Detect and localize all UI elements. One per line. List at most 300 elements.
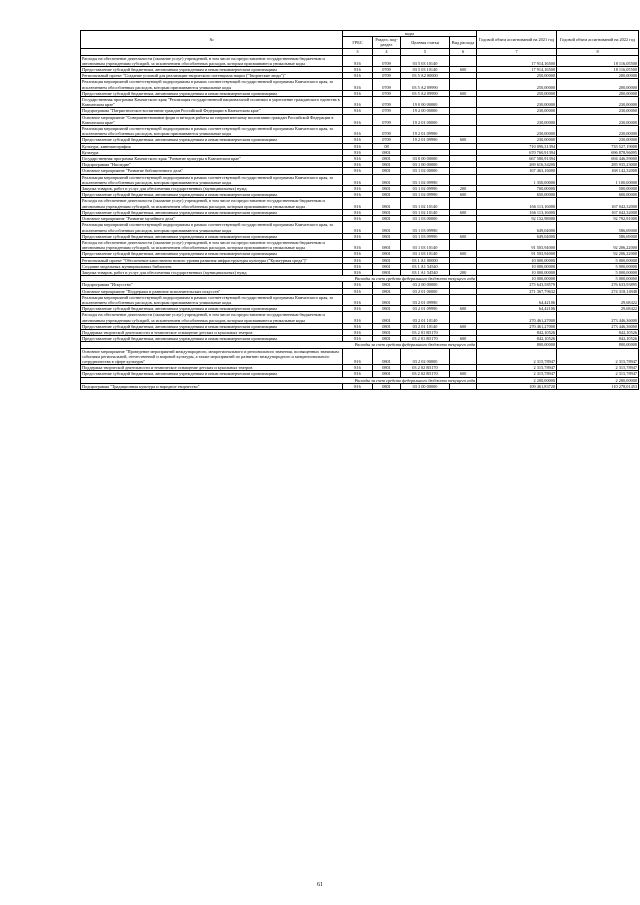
name-cell: Основное мероприятие "Проведение мероприятий международного, межрегионального и регионального значения, посвященных значимым событиям региональной, отечественной и мировой культуры, а также мероприятий по развитию международного и межрегионального сотрудничества в сфере культуры" <box>81 348 343 365</box>
razdel-cell: 0801 <box>373 222 401 233</box>
target-article-cell: 03 5 A2 00000 <box>401 73 450 79</box>
razdel-cell: 0801 <box>373 263 401 269</box>
name-cell: Предоставление субсидий бюджетным, автономным учреждениям и иным некоммерческим организациям <box>81 233 343 239</box>
note-cell: Расходы за счет средств федерального бюджета текущего года <box>81 276 477 282</box>
target-article-cell: 03 5 A2 09990 <box>401 79 450 90</box>
name-cell: Предоставление субсидий бюджетным, автономным учреждениям и иным некоммерческим организациям <box>81 209 343 215</box>
grbs-cell: 816 <box>343 73 373 79</box>
grbs-cell: 816 <box>343 216 373 222</box>
amount-2021-cell: 2 315,78947 <box>477 365 557 371</box>
name-cell: Поддержка творческой деятельности и техническое оснащение детских и кукольных театров <box>81 365 343 371</box>
grbs-cell: 816 <box>343 312 373 323</box>
name-cell: Государственная программа Камчатского края "Развитие культуры в Камчатском крае" <box>81 156 343 162</box>
index-cell: 7 <box>477 48 557 55</box>
razdel-cell: 0801 <box>373 174 401 185</box>
target-article-cell: 03 3 00 00000 <box>401 383 450 389</box>
expense-type-cell: 600 <box>450 90 477 96</box>
razdel-cell: 0801 <box>373 306 401 312</box>
grbs-cell: 816 <box>343 174 373 185</box>
expense-type-cell <box>450 174 477 185</box>
amount-2022-cell: 200,00000 <box>557 79 639 90</box>
expense-type-cell: 600 <box>450 233 477 239</box>
razdel-cell: 0801 <box>373 198 401 209</box>
name-cell: Предоставление субсидий бюджетным, автономным учреждениям и иным некоммерческим организациям <box>81 306 343 312</box>
target-article-cell: 03 1 A1 00000 <box>401 257 450 263</box>
grbs-cell: 816 <box>343 137 373 143</box>
amount-2021-cell: 269 616,34200 <box>477 162 557 168</box>
table-row <box>81 251 639 257</box>
amount-2021-cell: 17 914,16500 <box>477 67 557 73</box>
grbs-cell: 816 <box>343 55 373 66</box>
razdel-cell: 0709 <box>373 73 401 79</box>
grbs-cell: 816 <box>343 306 373 312</box>
amount-2021-cell: 91 503,94000 <box>477 251 557 257</box>
table-row <box>81 383 639 389</box>
grbs-cell: 816 <box>343 282 373 288</box>
target-article-cell: 03 1 02 09990 <box>401 186 450 192</box>
grbs-cell: 816 <box>343 149 373 155</box>
grbs-cell: 816 <box>343 294 373 305</box>
razdel-cell: 0801 <box>373 269 401 275</box>
expense-type-cell: 600 <box>450 251 477 257</box>
amount-2021-cell: 670 760,91394 <box>477 149 557 155</box>
amount-2022-cell: 586,69000 <box>557 222 639 233</box>
razdel-cell: 0801 <box>373 251 401 257</box>
razdel-cell: 0801 <box>373 156 401 162</box>
index-cell: . <box>81 48 343 55</box>
name-cell: Основное мероприятие "Развитие музейного дела" <box>81 216 343 222</box>
target-article-cell: 03 1 02 09990 <box>401 192 450 198</box>
grbs-cell: 816 <box>343 143 373 149</box>
table-row <box>81 90 639 96</box>
name-cell: Подпрограмма "Наследие" <box>81 162 343 168</box>
grbs-cell: 816 <box>343 239 373 250</box>
amount-2021-cell: 667 580,91394 <box>477 156 557 162</box>
razdel-cell: 0801 <box>373 365 401 371</box>
grbs-cell: 816 <box>343 263 373 269</box>
index-row <box>81 48 639 55</box>
amount-2022-cell: 842,10526 <box>557 336 639 342</box>
name-cell: Основное мероприятие "Поддержка и развитие исполнительских искусств" <box>81 288 343 294</box>
target-article-cell: 03 2 01 R5170 <box>401 329 450 335</box>
name-cell: Реализация мероприятий соответствующей подпрограммы в рамках соответствующей государственной программы Камчатского края, за исключением обособленных расходов, которым присваиваются уникальные коды <box>81 222 343 233</box>
amount-2022-cell: 842,10526 <box>557 329 639 335</box>
expense-type-cell: 600 <box>450 336 477 342</box>
razdel-cell: 0801 <box>373 168 401 174</box>
amount-2021-cell: 166 113,16000 <box>477 198 557 209</box>
amount-2021-cell: 230,00000 <box>477 114 557 125</box>
grbs-cell: 816 <box>343 67 373 73</box>
name-cell: Расходы на обеспечение деятельности (оказание услуг) учреждений, в том числе на предоставление государственным бюджетным и автономным учреждениям субсидий, за исключением обособленных расходов, которым присваиваются уникальные коды <box>81 55 343 66</box>
amount-2021-cell: 842,10526 <box>477 329 557 335</box>
table-row <box>81 306 639 312</box>
table-row <box>81 222 639 233</box>
amount-2021-cell: 109 461,83720 <box>477 383 557 389</box>
name-cell: Основное мероприятие "Развитие библиотечного дела" <box>81 168 343 174</box>
amount-2022-cell: 500,00000 <box>557 186 639 192</box>
grbs-cell: 816 <box>343 209 373 215</box>
table-row <box>81 137 639 143</box>
grbs-cell: 816 <box>343 156 373 162</box>
table-row <box>81 348 639 365</box>
razdel-cell: 0801 <box>373 149 401 155</box>
table-row <box>81 323 639 329</box>
razdel-cell: 0801 <box>373 383 401 389</box>
target-article-cell: 03 2 02 R5170 <box>401 365 450 371</box>
name-cell: Закупка товаров, работ и услуг для обеспечения государственных (муниципальных) нужд <box>81 186 343 192</box>
amount-2022-cell: 92 792,91000 <box>557 216 639 222</box>
target-article-cell: 03 5 A2 09990 <box>401 90 450 96</box>
amount-2021-cell: 250,00000 <box>477 73 557 79</box>
amount-2021-cell: 230,00000 <box>477 126 557 137</box>
header-razdel: Раздел, под-раздел <box>373 37 401 48</box>
target-article-cell: 19 2 01 09990 <box>401 126 450 137</box>
amount-2021-cell: 271 367,79632 <box>477 288 557 294</box>
expense-type-cell <box>450 126 477 137</box>
grbs-cell: 816 <box>343 371 373 377</box>
razdel-cell: 0801 <box>373 288 401 294</box>
razdel-cell: 0801 <box>373 192 401 198</box>
table-row <box>81 198 639 209</box>
amount-2021-cell: 650,00000 <box>477 192 557 198</box>
grbs-cell: 816 <box>343 336 373 342</box>
header-year-2022: Годовой объем ассигнований на 2022 год <box>557 31 639 49</box>
expense-type-cell: 600 <box>450 323 477 329</box>
razdel-cell: 0709 <box>373 137 401 143</box>
name-cell: Предоставление субсидий бюджетным, автономным учреждениям и иным некоммерческим организациям <box>81 323 343 329</box>
grbs-cell: 816 <box>343 251 373 257</box>
razdel-cell: 0709 <box>373 79 401 90</box>
grbs-cell: 816 <box>343 269 373 275</box>
amount-2021-cell: 250,00000 <box>477 90 557 96</box>
amount-2022-cell: 92 206,22000 <box>557 239 639 250</box>
grbs-cell: 816 <box>343 323 373 329</box>
grbs-cell: 816 <box>343 288 373 294</box>
index-cell: 8 <box>557 48 639 55</box>
table-row <box>81 186 639 192</box>
target-article-cell: 03 1 03 09990 <box>401 233 450 239</box>
name-cell: Предоставление субсидий бюджетным, автономным учреждениям и иным некоммерческим организациям <box>81 251 343 257</box>
header-target-article: Целевая статья <box>401 37 450 48</box>
target-article-cell: 03 2 01 09990 <box>401 294 450 305</box>
amount-2021-cell: 250,00000 <box>477 79 557 90</box>
razdel-cell: 0801 <box>373 239 401 250</box>
razdel-cell: 0709 <box>373 114 401 125</box>
expense-type-cell <box>450 97 477 108</box>
amount-2022-cell: 167 042,32000 <box>557 209 639 215</box>
amount-2022-cell: 273 446,36000 <box>557 312 639 323</box>
amount-2021-cell: 64,42106 <box>477 306 557 312</box>
target-article-cell: 19 0 00 00000 <box>401 97 450 108</box>
amount-2021-cell: 710 096,31394 <box>477 143 557 149</box>
razdel-cell: 0801 <box>373 282 401 288</box>
target-article-cell: 03 1 03 09990 <box>401 222 450 233</box>
budget-table <box>80 30 639 390</box>
expense-type-cell <box>450 79 477 90</box>
name-cell: Реализация мероприятий соответствующей подпрограммы в рамках соответствующей государственной программы Камчатского края, за исключением обособленных расходов, которым присваиваются уникальные коды <box>81 126 343 137</box>
target-article-cell: 03 1 03 10140 <box>401 251 450 257</box>
table-row <box>81 257 639 263</box>
expense-type-cell <box>450 348 477 365</box>
name-cell: Подпрограмма "Традиционная культура и народное творчество" <box>81 383 343 389</box>
expense-type-cell <box>450 198 477 209</box>
amount-2022-cell: 230,00000 <box>557 97 639 108</box>
header-codes: коды <box>343 31 477 37</box>
amount-2022-cell: 168 142,32000 <box>557 168 639 174</box>
table-row <box>81 156 639 162</box>
table-row <box>81 108 639 114</box>
amount-2022-cell: 274 318,14948 <box>557 288 639 294</box>
grbs-cell: 816 <box>343 97 373 108</box>
grbs-cell: 816 <box>343 192 373 198</box>
amount-2022-cell: 230,00000 <box>557 137 639 143</box>
amount-2022-cell: 230,00000 <box>557 114 639 125</box>
amount-2021-cell: 17 914,16500 <box>477 55 557 66</box>
header-year-2021: Годовой объем ассигнований на 2021 год <box>477 31 557 49</box>
note-cell: Расходы за счет средств федерального бюджета текущего года <box>81 377 477 383</box>
razdel-cell: 0801 <box>373 323 401 329</box>
razdel-cell: 0801 <box>373 233 401 239</box>
table-row <box>81 73 639 79</box>
amount-2021-cell: 167 463,16000 <box>477 168 557 174</box>
amount-2021-cell: 842,10526 <box>477 336 557 342</box>
amount-2021-cell: 91 503,94000 <box>477 239 557 250</box>
grbs-cell: 816 <box>343 222 373 233</box>
table-row <box>81 192 639 198</box>
expense-type-cell: 600 <box>450 209 477 215</box>
razdel-cell: 0801 <box>373 312 401 323</box>
amount-2021-cell: 10 000,00000 <box>477 276 557 282</box>
name-cell: Предоставление субсидий бюджетным, автономным учреждениям и иным некоммерческим организациям <box>81 336 343 342</box>
amount-2021-cell: 270 461,27000 <box>477 312 557 323</box>
name-cell: Основное мероприятие "Совершенствование форм и методов работы по патриотическому воспитанию граждан Российской Федерации в Камчатском крае" <box>81 114 343 125</box>
name-cell: Культура, кинематография <box>81 143 343 149</box>
index-cell: 3 <box>343 48 373 55</box>
name-cell: Расходы на обеспечение деятельности (оказание услуг) учреждений, в том числе на предоставление государственным бюджетным и автономным учреждениям субсидий, за исключением обособленных расходов, которым присваиваются уникальные коды <box>81 239 343 250</box>
index-cell: 4 <box>373 48 401 55</box>
table-row <box>81 263 639 269</box>
table-row <box>81 233 639 239</box>
index-cell: 6 <box>450 48 477 55</box>
target-article-cell: 03 0 00 00000 <box>401 156 450 162</box>
amount-2021-cell: 649,04000 <box>477 222 557 233</box>
name-cell: Закупка товаров, работ и услуг для обеспечения государственных (муниципальных) нужд <box>81 269 343 275</box>
grbs-cell: 816 <box>343 168 373 174</box>
amount-2022-cell: 2 200,00000 <box>557 377 639 383</box>
grbs-cell: 816 <box>343 108 373 114</box>
amount-2022-cell: 273 446,36000 <box>557 323 639 329</box>
amount-2022-cell: 200,00000 <box>557 73 639 79</box>
name-cell: Подпрограмма "Искусство" <box>81 282 343 288</box>
target-article-cell: 03 2 00 00000 <box>401 282 450 288</box>
target-article-cell: 03 2 01 10140 <box>401 312 450 323</box>
razdel-cell: 0709 <box>373 97 401 108</box>
razdel-cell: 0709 <box>373 67 401 73</box>
header-grbs: ГРБС <box>343 37 373 48</box>
amount-2021-cell: 230,00000 <box>477 97 557 108</box>
target-article-cell: 03 2 02 R5170 <box>401 371 450 377</box>
expense-type-cell: 600 <box>450 137 477 143</box>
table-row <box>81 114 639 125</box>
table-row <box>81 174 639 185</box>
expense-type-cell: 600 <box>450 67 477 73</box>
amount-2021-cell: 649,04000 <box>477 233 557 239</box>
amount-2022-cell: 167 042,32000 <box>557 198 639 209</box>
target-article-cell: 03 2 02 00000 <box>401 348 450 365</box>
target-article-cell: 03 1 A1 54540 <box>401 263 450 269</box>
amount-2021-cell: 1 350,00000 <box>477 174 557 185</box>
amount-2022-cell: 18 116,05500 <box>557 67 639 73</box>
razdel-cell: 0709 <box>373 126 401 137</box>
razdel-cell: 0709 <box>373 55 401 66</box>
amount-2022-cell: 29,68422 <box>557 294 639 305</box>
amount-2022-cell: 2 315,78947 <box>557 348 639 365</box>
expense-type-cell: 600 <box>450 306 477 312</box>
target-article-cell: 03 2 01 R5170 <box>401 336 450 342</box>
amount-2022-cell: 735 527,19000 <box>557 143 639 149</box>
note-cell: Расходы за счет средств федерального бюджета текущего года <box>81 342 477 348</box>
amount-2021-cell: 10 000,00000 <box>477 269 557 275</box>
target-article-cell: 03 5 03 10140 <box>401 67 450 73</box>
target-article-cell: 03 1 02 00000 <box>401 168 450 174</box>
amount-2021-cell: 2 315,78947 <box>477 371 557 377</box>
table-row <box>81 168 639 174</box>
table-row <box>81 336 639 342</box>
amount-2022-cell: 18 116,05500 <box>557 55 639 66</box>
expense-type-cell <box>450 114 477 125</box>
grbs-cell: 816 <box>343 79 373 90</box>
amount-2021-cell: 64,42106 <box>477 294 557 305</box>
table-row <box>81 97 639 108</box>
amount-2022-cell: 2 315,78947 <box>557 371 639 377</box>
name-cell: Предоставление субсидий бюджетным, автономным учреждениям и иным некоммерческим организациям <box>81 90 343 96</box>
amount-2022-cell: 1 100,00000 <box>557 174 639 185</box>
expense-type-cell <box>450 222 477 233</box>
grbs-cell: 816 <box>343 114 373 125</box>
razdel-cell: 0801 <box>373 162 401 168</box>
amount-2021-cell: 800,00000 <box>477 342 557 348</box>
amount-2022-cell: 5 000,00000 <box>557 263 639 269</box>
name-cell: Предоставление субсидий бюджетным, автономным учреждениям и иным некоммерческим организациям <box>81 137 343 143</box>
expense-type-cell: 200 <box>450 269 477 275</box>
razdel-cell: 0801 <box>373 336 401 342</box>
amount-2021-cell: 275 643,58579 <box>477 282 557 288</box>
razdel-cell: 0801 <box>373 186 401 192</box>
table-row <box>81 79 639 90</box>
table-row <box>81 209 639 215</box>
grbs-cell: 816 <box>343 186 373 192</box>
name-cell: Реализация мероприятий соответствующей подпрограммы в рамках соответствующей государственной программы Камчатского края, за исключением обособленных расходов, которым присваиваются уникальные коды <box>81 294 343 305</box>
table-row <box>81 365 639 371</box>
razdel-cell: 0801 <box>373 294 401 305</box>
header-number: № <box>81 31 343 49</box>
target-article-cell: 03 1 02 10140 <box>401 198 450 209</box>
table-row <box>81 239 639 250</box>
amount-2022-cell: 276 633,93895 <box>557 282 639 288</box>
page-number: 61 <box>317 882 323 888</box>
target-article-cell: 03 1 03 00000 <box>401 216 450 222</box>
amount-2022-cell: 230,00000 <box>557 126 639 137</box>
grbs-cell: 816 <box>343 348 373 365</box>
amount-2021-cell: 10 000,00000 <box>477 263 557 269</box>
target-article-cell: 03 2 01 10140 <box>401 323 450 329</box>
razdel-cell: 0801 <box>373 216 401 222</box>
target-article-cell: 03 1 A1 54540 <box>401 269 450 275</box>
grbs-cell: 816 <box>343 198 373 209</box>
razdel-cell: 0801 <box>373 257 401 263</box>
target-article-cell: 19 2 01 00000 <box>401 114 450 125</box>
grbs-cell: 816 <box>343 162 373 168</box>
table-row <box>81 294 639 305</box>
expense-type-cell: 600 <box>450 371 477 377</box>
name-cell: Реализация мероприятий соответствующей подпрограммы в рамках соответствующей государственной программы Камчатского края, за исключением обособленных расходов, которым присваиваются уникальные коды <box>81 79 343 90</box>
grbs-cell: 816 <box>343 257 373 263</box>
amount-2021-cell: 2 315,78947 <box>477 348 557 365</box>
amount-2021-cell: 230,00000 <box>477 137 557 143</box>
amount-2021-cell: 92 152,98000 <box>477 216 557 222</box>
razdel-cell: 0801 <box>373 329 401 335</box>
amount-2021-cell: 270 461,27000 <box>477 323 557 329</box>
table-row <box>81 67 639 73</box>
amount-2022-cell: 696 878,96095 <box>557 149 639 155</box>
table-row <box>81 126 639 137</box>
expense-type-cell <box>450 312 477 323</box>
amount-2022-cell: 5 000,00000 <box>557 276 639 282</box>
amount-2022-cell: 110 278,01453 <box>557 383 639 389</box>
grbs-cell: 816 <box>343 329 373 335</box>
razdel-cell: 0709 <box>373 108 401 114</box>
razdel-cell: 0709 <box>373 90 401 96</box>
name-cell: Расходы на обеспечение деятельности (оказание услуг) учреждений, в том числе на предоставление государственным бюджетным и автономным учреждениям субсидий, за исключением обособленных расходов, которым присваиваются уникальные коды <box>81 312 343 323</box>
amount-2021-cell: 166 113,16000 <box>477 209 557 215</box>
name-cell: Расходы на обеспечение деятельности (оказание услуг) учреждений, в том числе на предоставление государственным бюджетным и автономным учреждениям субсидий, за исключением обособленных расходов, которым присваиваются уникальные коды <box>81 198 343 209</box>
name-cell: Поддержка творческой деятельности и техническое оснащение детских и кукольных театров <box>81 329 343 335</box>
expense-type-cell <box>450 239 477 250</box>
target-article-cell: 03 1 03 10140 <box>401 239 450 250</box>
grbs-cell: 816 <box>343 90 373 96</box>
table-row <box>81 329 639 335</box>
razdel-cell: 08 <box>373 143 401 149</box>
name-cell: Государственная программа Камчатского края "Реализация государственной национальной политики и укрепление гражданского единства в Камчатском крае" <box>81 97 343 108</box>
expense-type-cell <box>450 55 477 66</box>
grbs-cell: 816 <box>343 126 373 137</box>
expense-type-cell <box>450 294 477 305</box>
target-article-cell: 03 1 02 10140 <box>401 209 450 215</box>
table-row <box>81 371 639 377</box>
amount-2022-cell: 29,68422 <box>557 306 639 312</box>
table-row <box>81 312 639 323</box>
razdel-cell: 0801 <box>373 371 401 377</box>
target-article-cell: 03 2 01 00000 <box>401 288 450 294</box>
razdel-cell: 0801 <box>373 348 401 365</box>
table-row <box>81 269 639 275</box>
table-row <box>81 216 639 222</box>
name-cell: Предоставление субсидий бюджетным, автономным учреждениям и иным некоммерческим организациям <box>81 371 343 377</box>
amount-2021-cell: 700,00000 <box>477 186 557 192</box>
expense-type-cell: 200 <box>450 186 477 192</box>
amount-2022-cell: 694 446,59000 <box>557 156 639 162</box>
amount-2021-cell: 2 200,00000 <box>477 377 557 383</box>
header-expense-type: Вид расхода <box>450 37 477 48</box>
razdel-cell: 0801 <box>373 209 401 215</box>
amount-2021-cell: 230,00000 <box>477 108 557 114</box>
name-cell: Региональный проект "Обеспечение качественно нового уровня развития инфраструктуры культуры ("Культурная среда")" <box>81 257 343 263</box>
name-cell: Реализация мероприятий соответствующей подпрограммы в рамках соответствующей государственной программы Камчатского края, за исключением обособленных расходов, которым присваиваются уникальные коды <box>81 174 343 185</box>
grbs-cell: 816 <box>343 383 373 389</box>
grbs-cell: 816 <box>343 233 373 239</box>
target-article-cell: 03 1 02 09990 <box>401 174 450 185</box>
amount-2021-cell: 10 000,00000 <box>477 257 557 263</box>
